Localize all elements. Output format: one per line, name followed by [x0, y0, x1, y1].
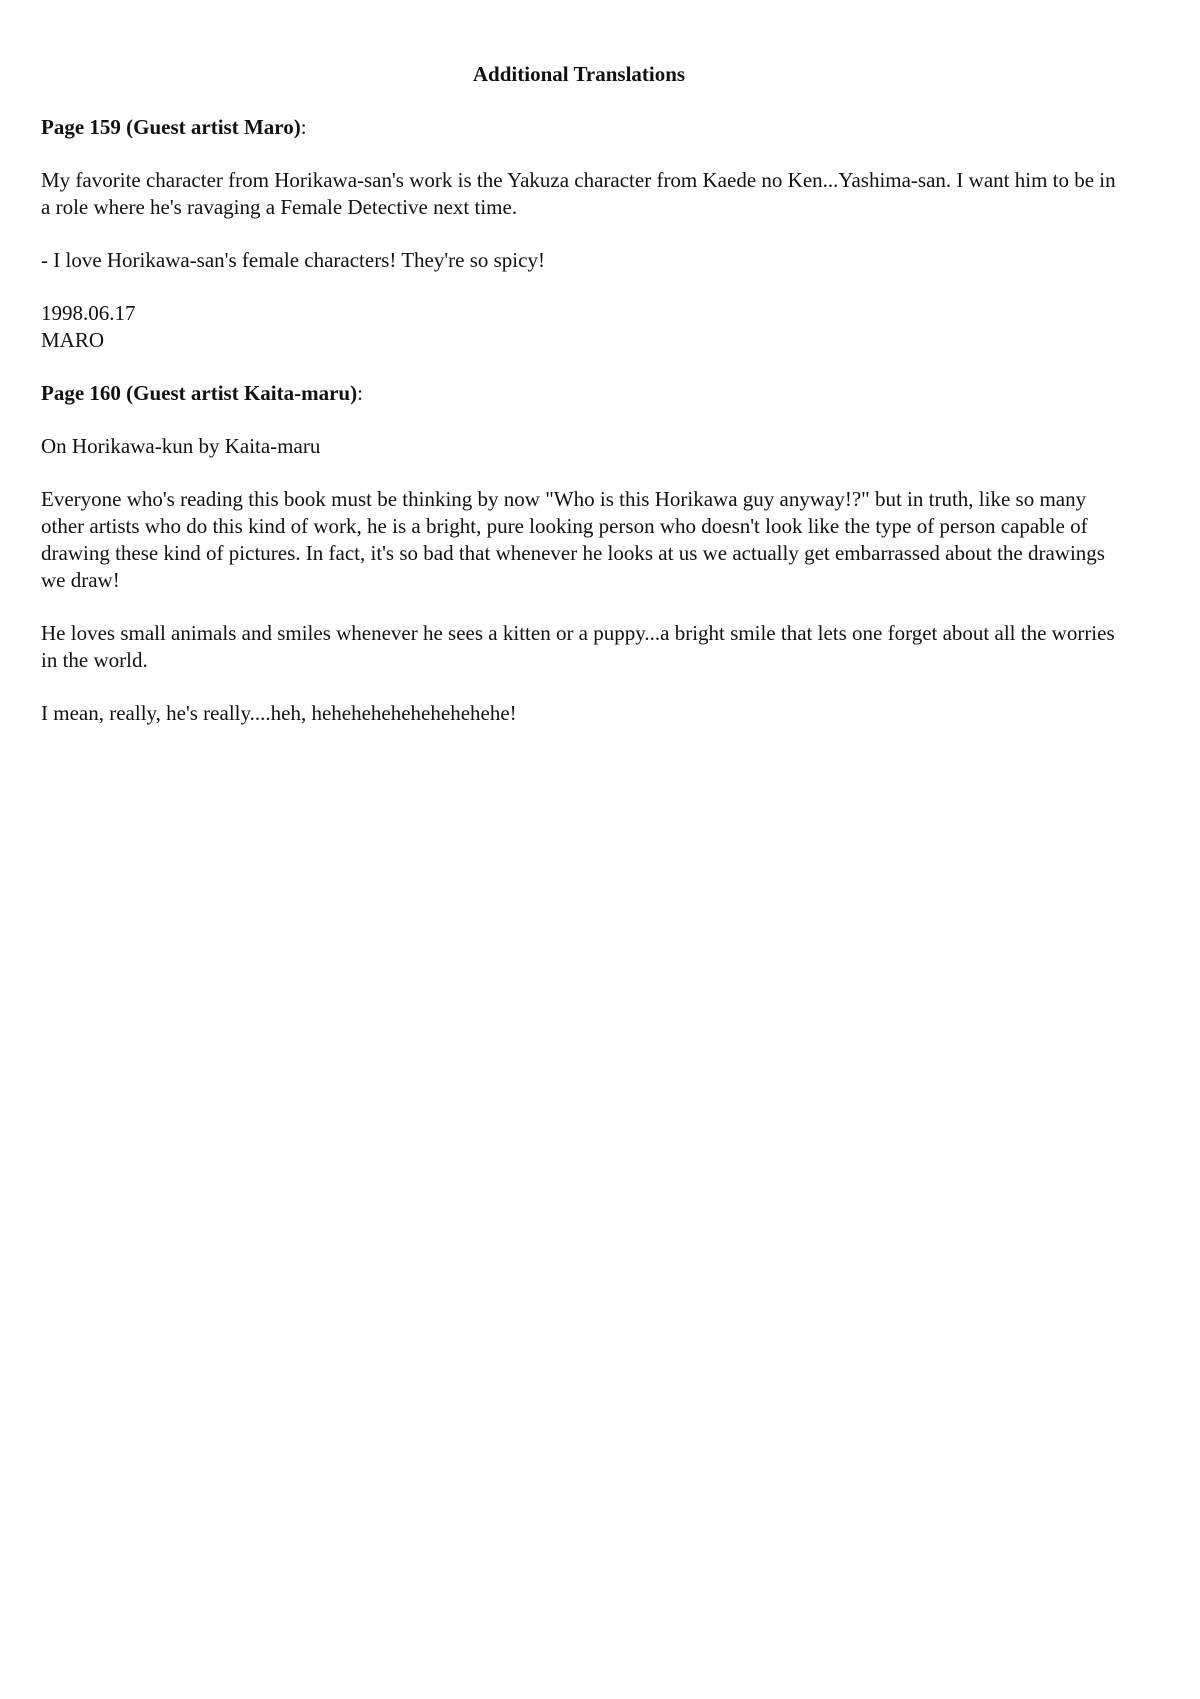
document-body	[41, 114, 1121, 753]
section-heading-page-159	[41, 114, 1121, 141]
section-heading-colon: :	[300, 115, 307, 139]
section-heading-colon: :	[357, 381, 363, 405]
page-title: Additional Translations	[472, 62, 686, 86]
signoff	[41, 300, 1121, 354]
paragraph: He loves small animals and smiles whenever he sees a kitten or a puppy...a bright smile that lets one forget about all the worries in the world.	[41, 621, 1115, 672]
section-heading-page-160	[41, 380, 1121, 407]
section-heading-label: Page 160 (Guest artist Kaita-maru)	[41, 381, 358, 405]
section-heading-label: Page 159 (Guest artist Maro)	[41, 115, 301, 139]
paragraph: Everyone who's reading this book must be thinking by now "Who is this Horikawa guy anyway!?" but in truth, like so many other artists who do this kind of work, he is a bright, pure looking person who doesn't look like the type of person capable of drawing these kind of pictures. In fact, it's so bad that whenever he looks at us we actually get embarrassed about the drawings we draw!	[41, 487, 1105, 592]
paragraph: On Horikawa-kun by Kaita-maru	[41, 434, 321, 458]
paragraph: - I love Horikawa-san's female characters! They're so spicy!	[41, 248, 545, 272]
paragraph: I mean, really, he's really....heh, hehehehehehehehehehe!	[41, 701, 517, 725]
signoff-author: MARO	[41, 328, 105, 352]
signoff-date: 1998.06.17	[41, 301, 136, 325]
paragraph: My favorite character from Horikawa-san's work is the Yakuza character from Kaede no Ken...Yashima-san. I want him to be in a role where he's ravaging a Female Detective next time.	[41, 168, 1116, 219]
